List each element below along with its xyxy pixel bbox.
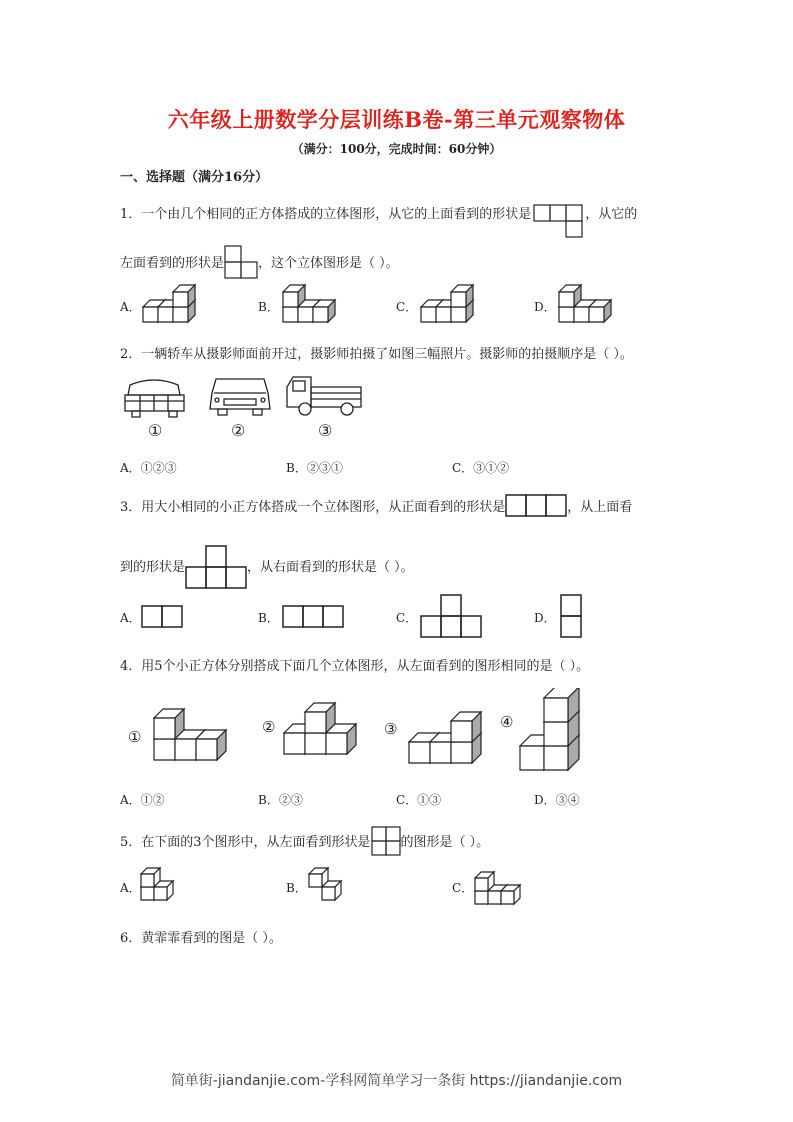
q3-text: ，从上面看: [567, 500, 633, 515]
q5-option-a[interactable]: A．: [120, 881, 141, 895]
question-2: 2．一辆轿车从摄影师面前开过，摄影师拍摄了如图三幅照片。摄影师的拍摄顺序是（ ）。: [120, 347, 633, 362]
question-3-line2: [120, 545, 414, 589]
q5-option-b[interactable]: B．: [286, 881, 307, 895]
cube: [313, 300, 335, 322]
q4-option-c[interactable]: C．①③: [396, 793, 442, 807]
q3-option-c[interactable]: C．: [396, 611, 418, 625]
q4-label-4: ④: [500, 713, 514, 731]
cube: [451, 285, 473, 307]
q5-left-view-grid: [371, 826, 401, 856]
truck-back-icon: [122, 375, 187, 420]
q1-option-c[interactable]: C．: [396, 300, 418, 314]
cube: [173, 285, 195, 307]
page-title: 六年级上册数学分层训练B卷-第三单元观察物体: [167, 107, 626, 132]
q1-figure-c: [420, 282, 482, 324]
q1-option-a[interactable]: A．: [120, 300, 141, 314]
question-1-line2: [120, 245, 399, 279]
cube: [589, 300, 611, 322]
truck-front-icon: [208, 375, 273, 420]
q4-figure-2: [283, 694, 375, 756]
q4-label-3: ③: [384, 720, 398, 738]
q1-text: 左面看到的形状是: [120, 256, 225, 271]
q5-text: 的图形是（ ）。: [400, 835, 490, 850]
q3-text: 3．用大小相同的小正方体搭成一个立体图形，从正面看到的形状是: [120, 500, 506, 515]
cube: [154, 881, 173, 900]
q3-top-view-grid: [185, 545, 247, 589]
q2-option-b[interactable]: B．②③①: [286, 461, 343, 475]
q3-option-a[interactable]: A．: [120, 611, 141, 625]
q3-front-view-grid: [505, 494, 567, 518]
q3-text: ，从右面看到的形状是（ ）。: [247, 560, 414, 575]
q4-figure-4: [519, 688, 589, 772]
q5-figure-c: [474, 866, 534, 906]
cube: [501, 885, 520, 904]
q1-figure-d: [558, 282, 620, 324]
truck-side-icon: [285, 375, 365, 420]
truck-label-1: ①: [148, 421, 163, 440]
q1-option-d[interactable]: D．: [534, 300, 556, 314]
q1-figure-a: [142, 282, 202, 324]
q3-text: 到的形状是: [120, 560, 186, 575]
question-6: 6．黄霏霏看到的图是（ ）。: [120, 931, 282, 946]
question-3-line1: [120, 494, 632, 518]
q3-figure-a: [141, 605, 183, 628]
q4-option-d[interactable]: D．③④: [534, 793, 580, 807]
subtitle: （满分：100分，完成时间：60分钟）: [291, 142, 502, 156]
q3-figure-c: [420, 594, 482, 638]
cube: [326, 724, 356, 754]
q4-option-b[interactable]: B．②③: [258, 793, 303, 807]
footer-watermark: 简单街-jiandanjie.com-学科网简单学习一条街 https://jiandanjie.com: [170, 1073, 623, 1089]
q1-figure-b: [282, 282, 344, 324]
q5-figure-a: [140, 862, 186, 902]
truck-label-3: ③: [318, 421, 333, 440]
q2-option-c[interactable]: C．③①②: [452, 461, 510, 475]
section-heading: 一、选择题（满分16分）: [120, 170, 269, 185]
q1-text: 1．一个由几个相同的正方体搭成的立体图形，从它的上面看到的形状是: [120, 207, 532, 222]
q4-figure-1: [153, 700, 245, 762]
truck-label-2: ②: [231, 421, 246, 440]
q1-option-b[interactable]: B．: [258, 300, 279, 314]
question-5: [120, 826, 489, 856]
q3-figure-b: [282, 605, 344, 628]
cube: [451, 712, 481, 742]
cube: [322, 881, 341, 900]
question-1-line1: [120, 203, 637, 238]
q4-figure-3: [408, 703, 500, 765]
q1-text: ，从它的: [585, 207, 638, 222]
cube: [196, 730, 226, 760]
q3-option-b[interactable]: B．: [258, 611, 279, 625]
q3-figure-d: [560, 594, 582, 638]
q2-option-a[interactable]: A．①②③: [120, 461, 177, 475]
q1-text: ，这个立体图形是（ ）。: [258, 256, 399, 271]
q4-label-1: ①: [128, 728, 142, 746]
cube: [544, 688, 579, 722]
q4-label-2: ②: [262, 718, 276, 736]
q5-text: 5．在下面的3个图形中，从左面看到形状是: [120, 835, 371, 850]
q1-top-view-grid: [533, 204, 583, 238]
q5-figure-b: [308, 862, 354, 902]
q1-left-view-grid: [224, 245, 258, 279]
q5-option-c[interactable]: C．: [452, 881, 474, 895]
q3-option-d[interactable]: D．: [534, 611, 556, 625]
q4-option-a[interactable]: A．①②: [120, 793, 165, 807]
question-4: 4．用5个小正方体分别搭成下面几个立体图形，从左面看到的图形相同的是（ ）。: [120, 659, 590, 674]
